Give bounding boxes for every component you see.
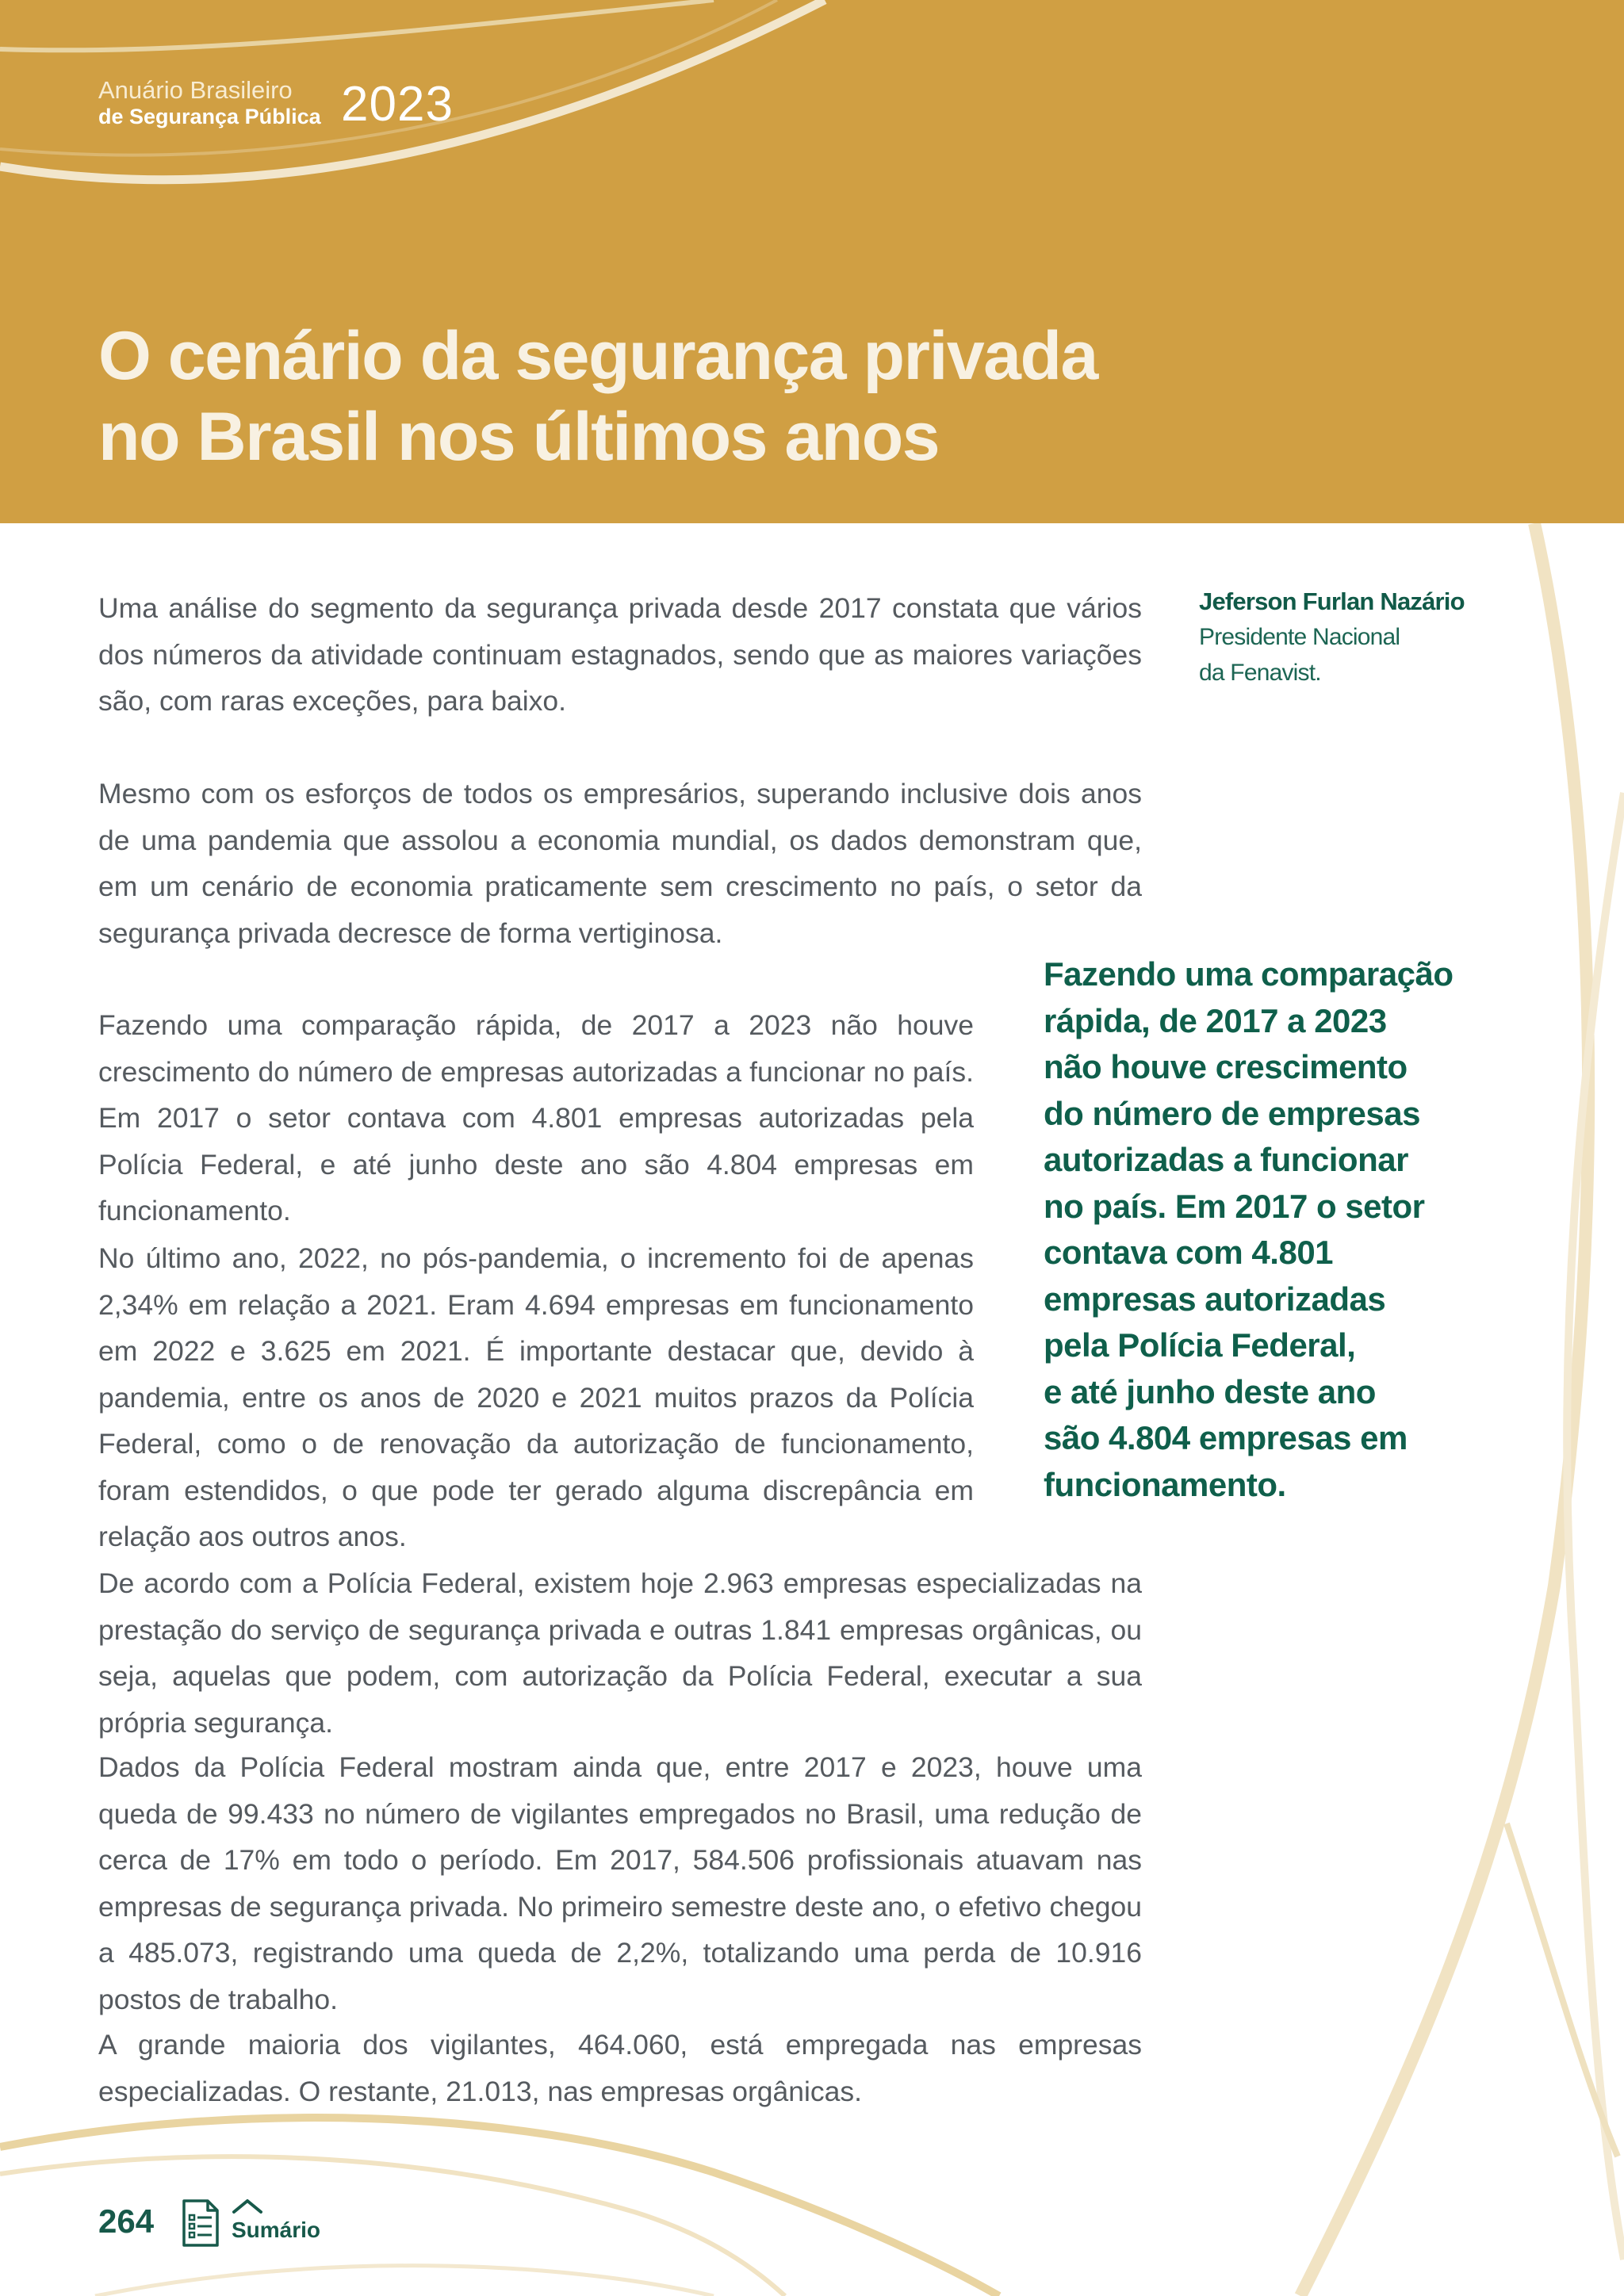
- paragraph-4: No último ano, 2022, no pós-pandemia, o incremento foi de apenas 2,34% em relação a 2021. Eram 4.694 empresas em funcionamento em 2022 e 3.625 em 2021. É importante destacar que, devido à pandemia, entre os anos de 2020 e 2021 muitos prazos da Polícia Federal, como o de renovação da autorização de funcionamento, foram estendidos, o que pode ter gerado alguma discrepância em relação aos outros anos.: [98, 1242, 974, 1552]
- page-title-line2: no Brasil nos últimos anos: [98, 399, 940, 475]
- pull-quote-line: do número de empresas: [1044, 1094, 1420, 1132]
- pull-quote-line: Fazendo uma comparação: [1044, 955, 1454, 993]
- paragraph-5: De acordo com a Polícia Federal, existem hoje 2.963 empresas especializadas na prestação do serviço de segurança privada e outras 1.841 empresas orgânicas, ou seja, aquelas que podem, com autorização da Polícia Federal, executar a sua própria segurança.: [98, 1567, 1142, 1739]
- pull-quote-line: pela Polícia Federal,: [1044, 1326, 1356, 1364]
- paragraph-6: Dados da Polícia Federal mostram ainda que, entre 2017 e 2023, houve uma queda de 99.433 no número de vigilantes empregados no Brasil, uma redução de cerca de 17% em todo o período. Em 2017, 584.506 profissionais atuavam nas empresas de segurança privada. No primeiro semestre deste ano, o efetivo chegou a 485.073, registrando uma queda de 2,2%, totalizando uma perda de 10.916 postos de trabalho.: [98, 1751, 1142, 2015]
- page-title-line1: O cenário da segurança privada: [98, 318, 1097, 394]
- pull-quote-line: funcionamento.: [1044, 1465, 1286, 1503]
- page-number: 264: [98, 2202, 155, 2240]
- pull-quote: [1044, 951, 1456, 1508]
- author-role: Presidente Nacional da Fenavist.: [1199, 624, 1400, 686]
- summary-link[interactable]: Sumário: [232, 2218, 321, 2242]
- brand-name-line2: de Segurança Pública: [98, 105, 321, 128]
- chevron-up-icon[interactable]: [232, 2198, 263, 2215]
- brand-year: 2023: [341, 77, 454, 132]
- paragraph-1: Uma análise do segmento da segurança privada desde 2017 constata que vários dos números da atividade continuam estagnados, sendo que as maiores variações são, com raras exceções, para baixo.: [98, 592, 1142, 717]
- pull-quote-line: não houve crescimento: [1044, 1048, 1408, 1085]
- paragraph-2: Mesmo com os esforços de todos os empresários, superando inclusive dois anos de uma pandemia que assolou a economia mundial, os dados demonstram que, em um cenário de economia praticamente sem crescimento no país, o setor da segurança privada decresce de forma vertiginosa.: [98, 778, 1142, 949]
- paragraph-3: Fazendo uma comparação rápida, de 2017 a 2023 não houve crescimento do número de empresas autorizadas a funcionar no país. Em 2017 o setor contava com 4.801 empresas autorizadas pela Polícia Federal, e até junho deste ano são 4.804 empresas em funcionamento.: [98, 1009, 974, 1226]
- page-header: [0, 0, 1624, 523]
- pull-quote-line: autorizadas a funcionar: [1044, 1141, 1408, 1178]
- author-block: [1199, 584, 1516, 691]
- pull-quote-line: empresas autorizadas: [1044, 1280, 1386, 1318]
- paragraph-7: A grande maioria dos vigilantes, 464.060, está empregada nas empresas especializadas. O restante, 21.013, nas empresas orgânicas.: [98, 2029, 1142, 2107]
- pull-quote-line: rápida, de 2017 a 2023: [1044, 1001, 1387, 1039]
- document-list-icon[interactable]: [181, 2198, 220, 2248]
- pull-quote-line: contava com 4.801: [1044, 1234, 1334, 1271]
- pull-quote-line: no país. Em 2017 o setor: [1044, 1187, 1425, 1225]
- brand-name-line1: Anuário Brasileiro: [98, 76, 293, 104]
- pull-quote-line: e até junho deste ano: [1044, 1372, 1376, 1410]
- author-name: Jeferson Furlan Nazário: [1199, 587, 1465, 615]
- pull-quote-line: são 4.804 empresas em: [1044, 1419, 1408, 1456]
- page-title: [98, 316, 1367, 477]
